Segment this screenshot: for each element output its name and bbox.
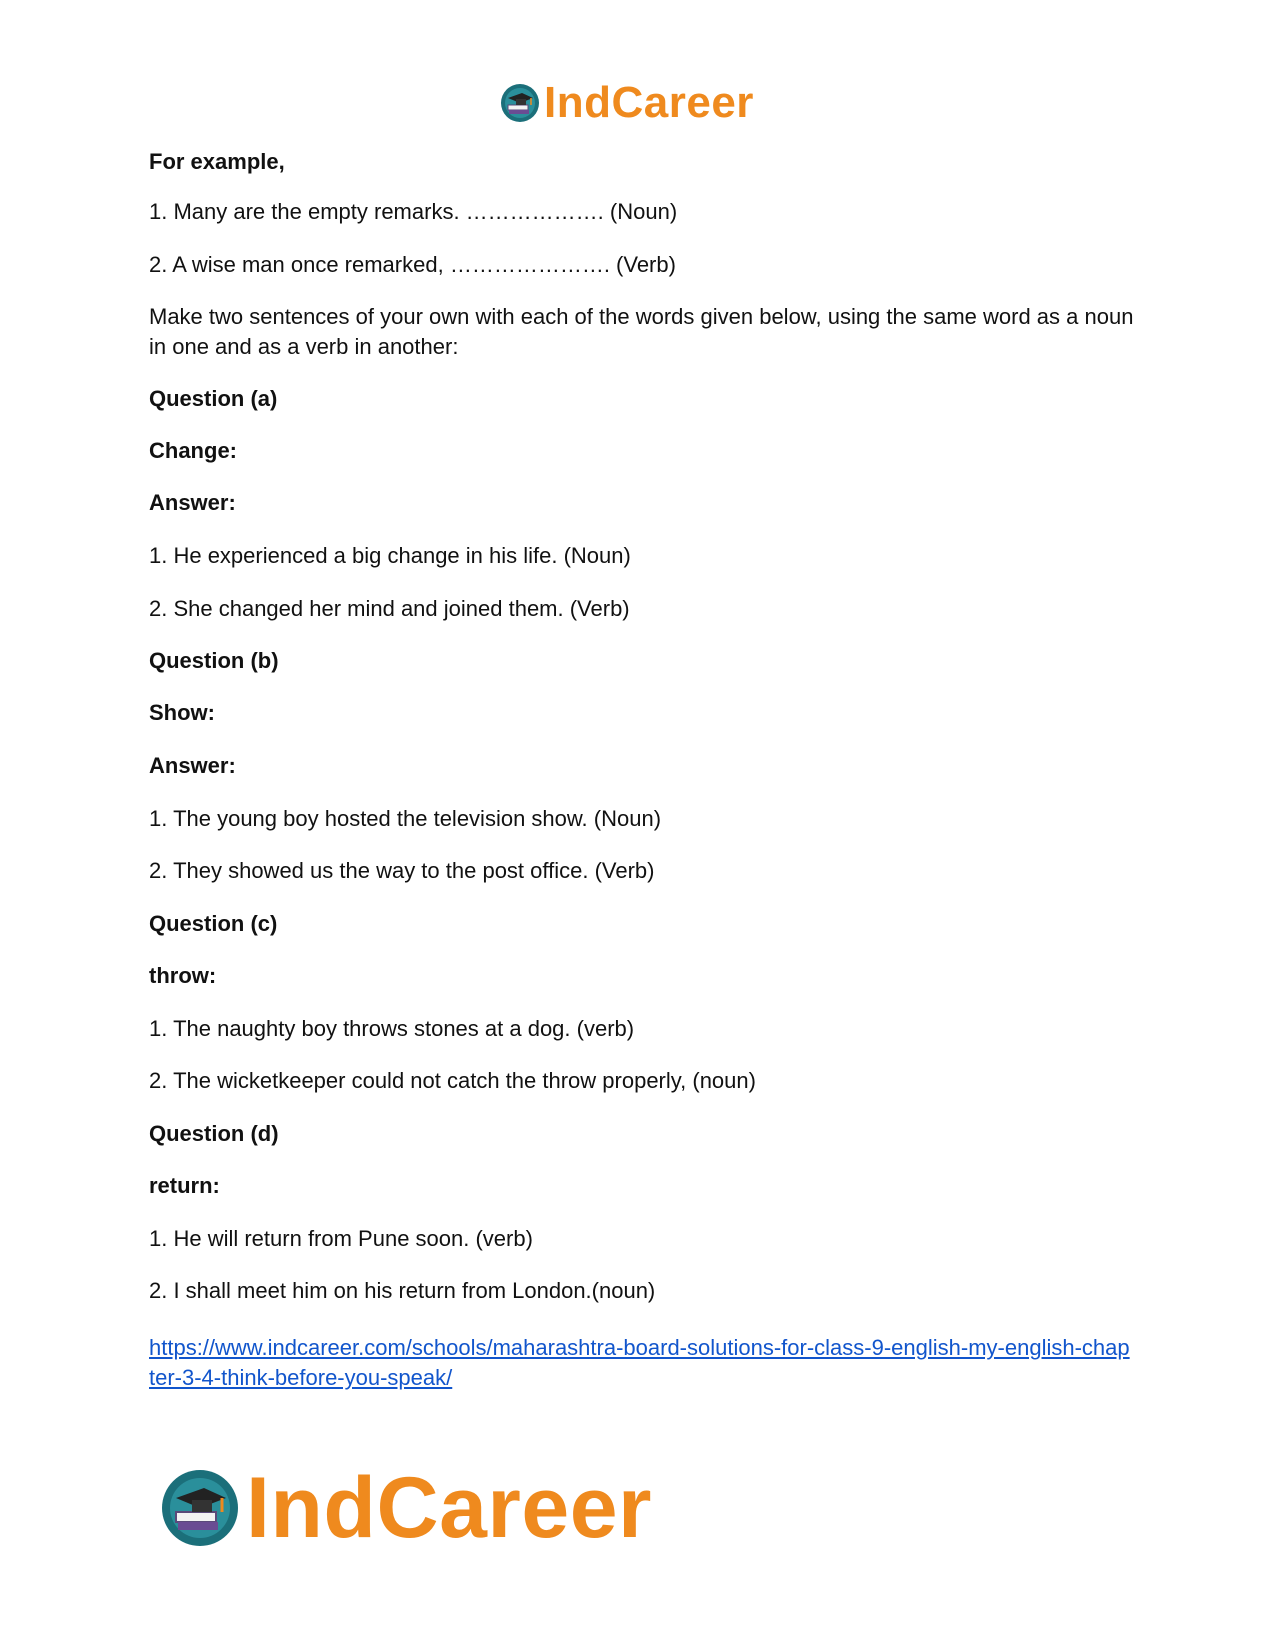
question-a-sentence-2: 2. She changed her mind and joined them. (Verb) [149,596,630,621]
graduation-book-icon [160,1468,240,1548]
footer-logo [160,1460,652,1556]
question-a-word: Change: [149,438,237,463]
question-c-title: Question (c) [149,911,278,936]
question-b-sentence-1: 1. The young boy hosted the television show. (Noun) [149,806,662,831]
logo-wordmark: IndCareer [246,1460,652,1556]
example-sentence-2: 2. A wise man once remarked, …………………. (Verb) [149,252,676,277]
header-logo [500,78,754,128]
intro-heading: For example, [149,149,285,174]
source-link[interactable]: https://www.indcareer.com/schools/maharashtra-board-solutions-for-class-9-english-my-english-chapter-3-4-think-before-you-speak/ [149,1335,1130,1390]
question-c-word: throw: [149,963,217,988]
question-c-sentence-2: 2. The wicketkeeper could not catch the throw properly, (noun) [149,1068,756,1093]
instruction-paragraph: Make two sentences of your own with each of the words given below, using the same word as a noun in one and as a verb in another: [149,304,1134,359]
example-sentence-1: 1. Many are the empty remarks. ………………. (Noun) [149,199,678,224]
question-d-word: return: [149,1173,220,1198]
question-a-sentence-1: 1. He experienced a big change in his life. (Noun) [149,543,631,568]
logo-wordmark: IndCareer [544,78,754,127]
question-d-sentence-2: 2. I shall meet him on his return from London.(noun) [149,1278,656,1303]
question-c-sentence-1: 1. The naughty boy throws stones at a dog. (verb) [149,1016,635,1041]
question-d-title: Question (d) [149,1121,279,1146]
question-a-title: Question (a) [149,386,278,411]
question-b-word: Show: [149,700,215,725]
graduation-book-icon [500,83,540,123]
question-b-sentence-2: 2. They showed us the way to the post office. (Verb) [149,858,655,883]
question-b-title: Question (b) [149,648,279,673]
question-b-answer-label: Answer: [149,753,236,778]
question-d-sentence-1: 1. He will return from Pune soon. (verb) [149,1226,533,1251]
question-a-answer-label: Answer: [149,490,236,515]
